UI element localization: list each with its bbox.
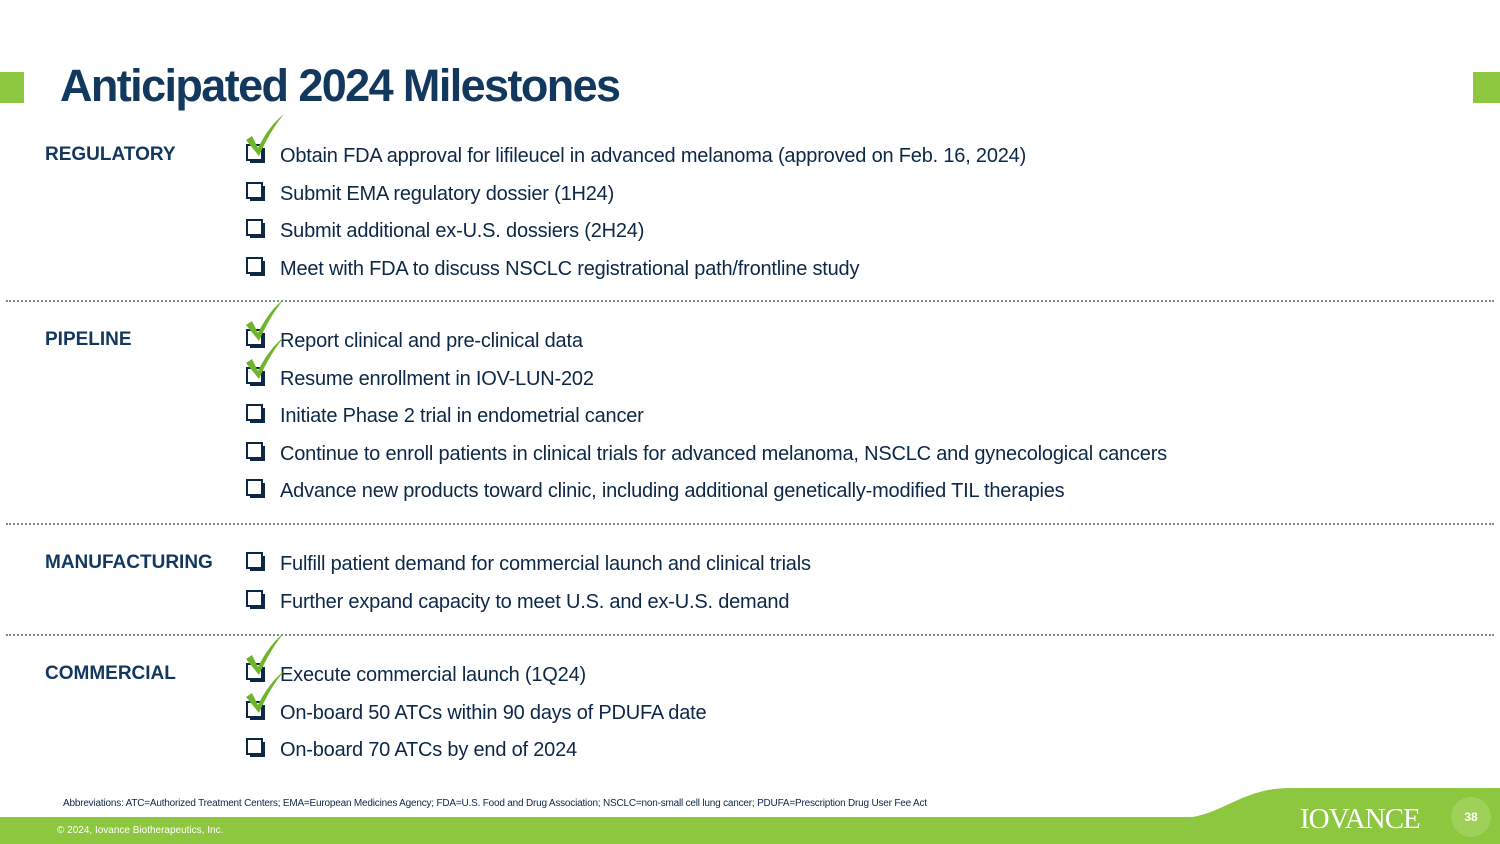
section-divider	[6, 300, 1494, 302]
milestone-text: Submit EMA regulatory dossier (1H24)	[280, 182, 615, 205]
milestone-text: Obtain FDA approval for lifileucel in advanced melanoma (approved on Feb. 16, 2024)	[280, 145, 1027, 167]
milestone-item	[246, 182, 1486, 220]
milestone-text: Further expand capacity to meet U.S. and ex-U.S. demand	[280, 590, 790, 613]
milestone-item	[246, 144, 1486, 182]
checkbox-icon	[246, 442, 266, 462]
milestone-text: Meet with FDA to discuss NSCLC registrational path/frontline study	[280, 257, 860, 280]
checkbox-icon	[246, 590, 266, 610]
section-label: MANUFACTURING	[45, 552, 213, 573]
milestone-item	[246, 367, 1486, 405]
milestone-text: Report clinical and pre-clinical data	[280, 330, 583, 352]
section-label: COMMERCIAL	[45, 663, 176, 684]
left-accent-bar	[0, 72, 24, 103]
milestone-item	[246, 219, 1486, 257]
milestone-item	[246, 590, 1486, 628]
milestone-item	[246, 329, 1486, 367]
milestone-text: Initiate Phase 2 trial in endometrial cancer	[280, 405, 644, 427]
section-divider	[6, 523, 1494, 525]
page-title: Anticipated 2024 Milestones	[60, 60, 620, 111]
checkbox-icon	[246, 219, 266, 239]
copyright-text: © 2024, Iovance Biotherapeutics, Inc.	[57, 825, 224, 836]
milestone-text: On-board 70 ATCs by end of 2024	[280, 739, 577, 761]
milestone-item	[246, 442, 1486, 480]
section-label: REGULATORY	[45, 144, 176, 165]
checkbox-icon	[246, 479, 266, 499]
milestone-item	[246, 552, 1486, 590]
iovance-logo: IOVANCE	[1300, 803, 1420, 835]
footer-bar	[0, 817, 1500, 844]
page-number-badge	[1451, 797, 1491, 837]
milestone-text: Fulfill patient demand for commercial launch and clinical trials	[280, 553, 811, 575]
checkbox-icon	[246, 404, 266, 424]
checkbox-icon	[246, 738, 266, 758]
milestone-item	[246, 404, 1486, 442]
milestone-text: Resume enrollment in IOV-LUN-202	[280, 367, 594, 390]
milestone-item	[246, 479, 1486, 517]
milestone-text: Advance new products toward clinic, including additional genetically-modified TIL therapies	[280, 480, 1065, 502]
milestone-item	[246, 663, 1486, 701]
milestone-item	[246, 738, 1486, 776]
checkbox-icon	[246, 552, 266, 572]
milestone-text: On-board 50 ATCs within 90 days of PDUFA date	[280, 701, 707, 724]
checkbox-icon	[246, 182, 266, 202]
checkbox-icon	[246, 257, 266, 277]
milestone-item	[246, 257, 1486, 295]
milestone-text: Execute commercial launch (1Q24)	[280, 664, 586, 686]
abbreviations-footnote: Abbreviations: ATC=Authorized Treatment Centers; EMA=European Medicines Agency; FDA=U.S. Food and Drug Association; NSCLC=non-small cell lung cancer; PDUFA=Prescription Drug User Fee Act	[63, 798, 927, 809]
page-number: 38	[1464, 810, 1478, 824]
milestone-item	[246, 701, 1486, 739]
right-accent-bar	[1473, 72, 1500, 103]
milestone-text: Submit additional ex-U.S. dossiers (2H24)	[280, 220, 645, 242]
section-divider	[6, 634, 1494, 636]
section-label: PIPELINE	[45, 329, 132, 350]
milestone-text: Continue to enroll patients in clinical trials for advanced melanoma, NSCLC and gynecological cancers	[280, 442, 1167, 465]
